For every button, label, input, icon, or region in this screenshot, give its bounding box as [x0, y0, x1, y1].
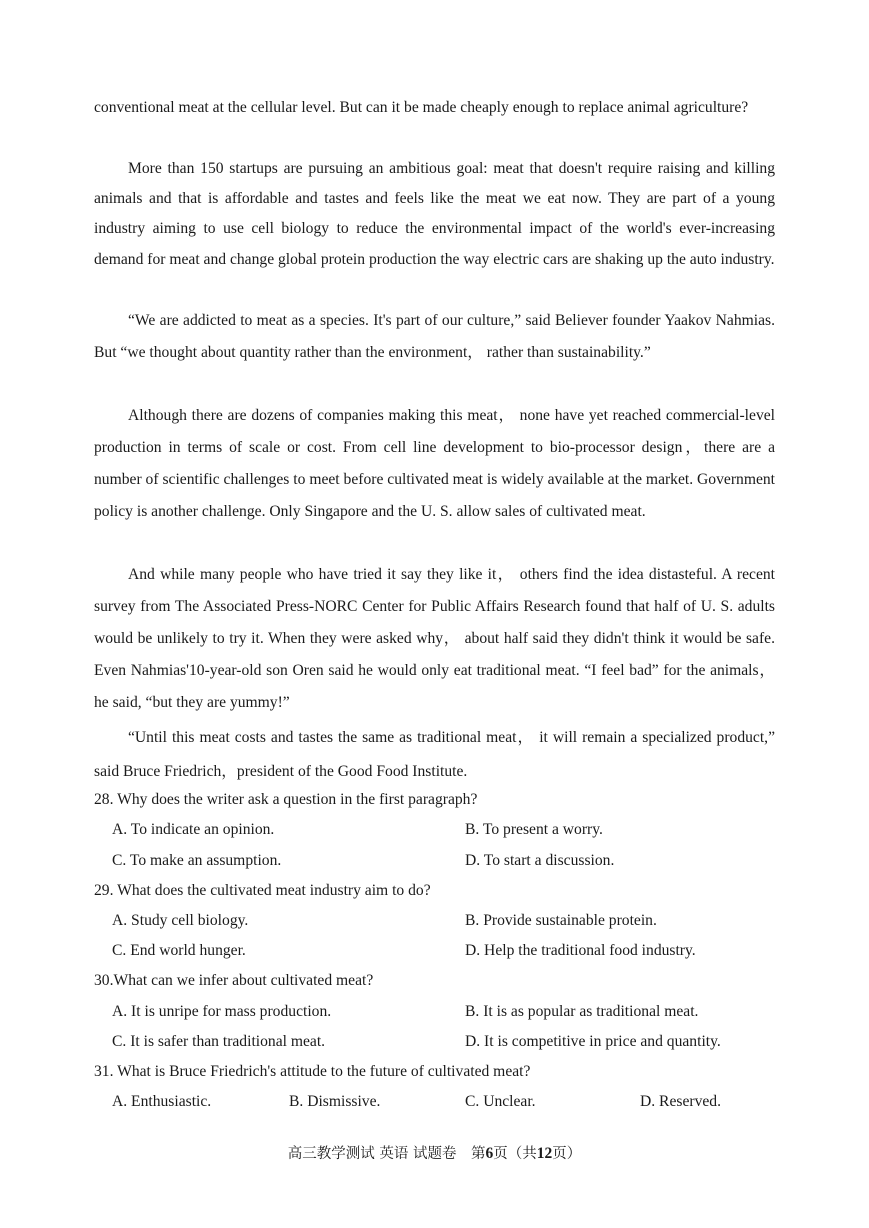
- question-29-stem: 29. What does the cultivated meat industry aim to do?: [94, 882, 431, 899]
- passage-paragraph-5: And while many people who have tried it say they like it， others find the idea distasteful. A recent survey from The Associated Press-NORC Center for Public Affairs Research found that half of U. S. adults would be unlikely to try it. When they were asked why， about half said they didn't think it would be safe. Even Nahmias'10-year-old son Oren said he would only eat traditional meat. “I feel bad” for the animals，he said, “but they are yummy!”: [94, 566, 775, 711]
- passage-paragraph-4: Although there are dozens of companies making this meat， none have yet reached commercial-level production in terms of scale or cost. From cell line development to bio-processor design，there are a number of scientific challenges to meet before cultivated meat is widely available at the market. Government policy is another challenge. Only Singapore and the U. S. allow sales of cultivated meat.: [94, 407, 775, 520]
- question-30-option-d: D. It is competitive in price and quantity.: [465, 1033, 721, 1050]
- question-28-option-b: B. To present a worry.: [465, 821, 603, 838]
- page-footer: [0, 1144, 869, 1164]
- passage-paragraph-1: conventional meat at the cellular level. But can it be made cheaply enough to replace animal agriculture?: [94, 99, 749, 116]
- footer-suffix: 页）: [552, 1146, 582, 1162]
- passage-paragraph-6: “Until this meat costs and tastes the same as traditional meat， it will remain a specialized product,” said Bruce Friedrich，president of the Good Food Institute.: [94, 729, 775, 780]
- question-28-option-c: C. To make an assumption.: [112, 852, 282, 869]
- question-31-option-a: A. Enthusiastic.: [112, 1093, 212, 1110]
- question-30-option-b: B. It is as popular as traditional meat.: [465, 1003, 699, 1020]
- footer-page-number: 6: [485, 1145, 494, 1162]
- passage-paragraph-3: “We are addicted to meat as a species. It's part of our culture,” said Believer founder Yaakov Nahmias. But “we thought about quantity rather than the environment， rather than sustainability.”: [94, 312, 775, 361]
- footer-prefix: 高三教学测试 英语 试题卷 第: [287, 1146, 486, 1162]
- question-31-option-b: B. Dismissive.: [289, 1093, 381, 1110]
- footer-middle: 页（共: [493, 1146, 537, 1162]
- question-28-stem: 28. Why does the writer ask a question in the first paragraph?: [94, 791, 478, 808]
- question-30-option-c: C. It is safer than traditional meat.: [112, 1033, 326, 1050]
- passage-paragraph-2: More than 150 startups are pursuing an ambitious goal: meat that doesn't require raising and killing animals and that is affordable and tastes and feels like the meat we eat now. They are part of a young industry aiming to use cell biology to reduce the environmental impact of the world's ever-increasing demand for meat and change global protein production the way electric cars are shaking up the auto industry.: [94, 160, 775, 268]
- question-28-option-d: D. To start a discussion.: [465, 852, 615, 869]
- question-31-stem: 31. What is Bruce Friedrich's attitude to the future of cultivated meat?: [94, 1063, 531, 1080]
- question-31-option-c: C. Unclear.: [465, 1093, 536, 1110]
- question-28-option-a: A. To indicate an opinion.: [112, 821, 275, 838]
- question-29-option-b: B. Provide sustainable protein.: [465, 912, 657, 929]
- question-30-option-a: A. It is unripe for mass production.: [112, 1003, 332, 1020]
- question-30-stem: 30.What can we infer about cultivated meat?: [94, 972, 374, 989]
- question-29-option-c: C. End world hunger.: [112, 942, 246, 959]
- question-29-option-a: A. Study cell biology.: [112, 912, 249, 929]
- question-29-option-d: D. Help the traditional food industry.: [465, 942, 696, 959]
- footer-total-pages: 12: [536, 1145, 553, 1162]
- question-31-option-d: D. Reserved.: [640, 1093, 721, 1110]
